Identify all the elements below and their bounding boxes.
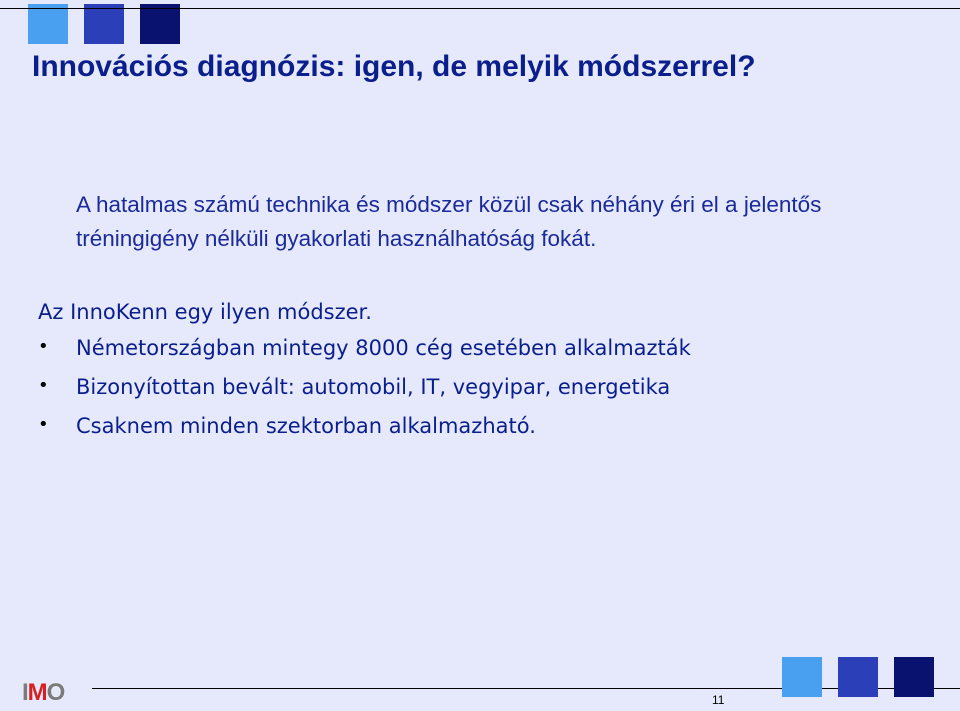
bullet-icon: • [38, 375, 49, 396]
slide-title: Innovációs diagnózis: igen, de melyik módszerrel? [32, 50, 756, 83]
bullet-icon: • [38, 414, 49, 435]
deco-square-light [782, 657, 822, 697]
bullet-text: Németországban mintegy 8000 cég esetében alkalmazták [76, 336, 691, 360]
logo-letter-o: O [46, 679, 65, 706]
deco-square-dark [140, 4, 180, 44]
bullet-text: Csaknem minden szektorban alkalmazható. [76, 414, 536, 438]
intro-paragraph: A hatalmas számú technika és módszer közül csak néhány éri el a jelentős tréningigény nélküli gyakorlati használhatóság fokát. [76, 192, 822, 251]
deco-square-light [28, 4, 68, 44]
bullet-text: Bizonyítottan bevált: automobil, IT, vegyipar, energetika [76, 375, 671, 399]
logo-letter-m: M [27, 679, 47, 706]
bottom-rule [92, 688, 960, 689]
deco-square-mid [84, 4, 124, 44]
deco-square-mid [838, 657, 878, 697]
top-rule [0, 8, 960, 9]
page-number: 11 [712, 693, 725, 707]
lead-text: Az InnoKenn egy ilyen módszer. [38, 300, 372, 324]
bullet-icon: • [38, 336, 49, 357]
logo-letter-i: I [22, 679, 28, 706]
deco-square-dark [894, 657, 934, 697]
imo-logo [22, 679, 64, 707]
